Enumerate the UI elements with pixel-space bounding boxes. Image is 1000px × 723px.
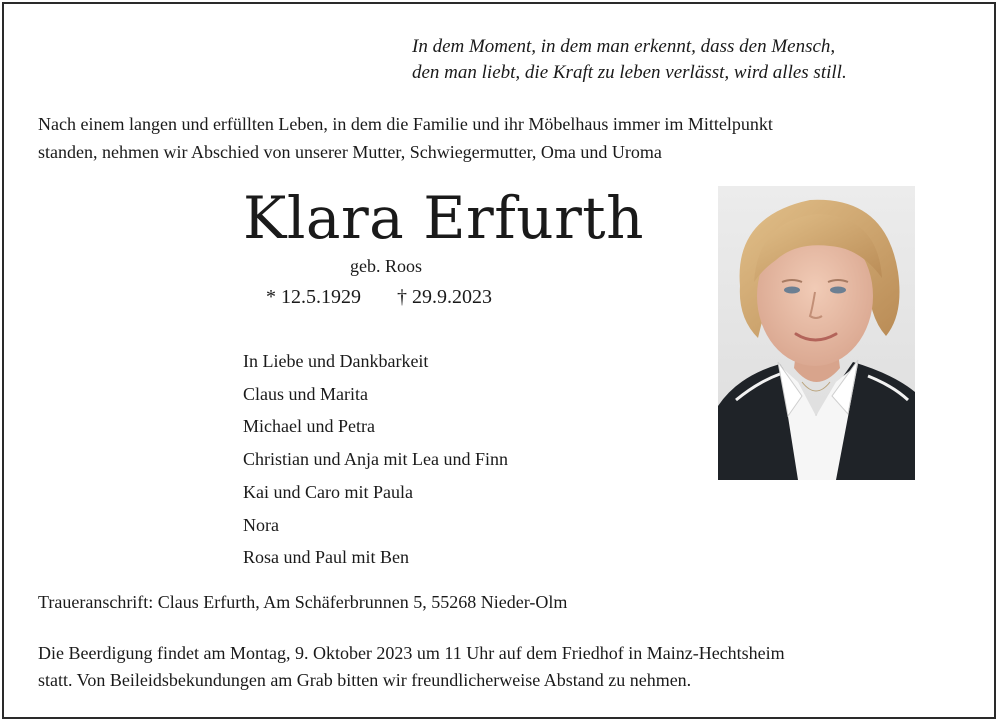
funeral-line-1: Die Beerdigung findet am Montag, 9. Oktober 2023 um 11 Uhr auf dem Friedhof in Mainz-Hechtsheim (38, 643, 785, 663)
death-date: † 29.9.2023 (397, 286, 492, 308)
portrait-photo (718, 186, 915, 480)
mourning-address: Traueranschrift: Claus Erfurth, Am Schäferbrunnen 5, 55268 Nieder-Olm (38, 592, 568, 612)
intro-line-1: Nach einem langen und erfüllten Leben, in dem die Familie und ihr Möbelhaus immer im Mittelpunkt (38, 114, 773, 134)
family-member: Kai und Caro mit Paula (243, 481, 413, 502)
funeral-info (38, 640, 978, 694)
family-member: Michael und Petra (243, 416, 375, 437)
intro-line-2: standen, nehmen wir Abschied von unserer Mutter, Schwiegermutter, Oma und Uroma (38, 142, 662, 162)
birth-name: geb. Roos (350, 256, 422, 276)
quote-line-2: den man liebt, die Kraft zu leben verlässt, wird alles still. (412, 62, 847, 83)
life-dates (266, 286, 492, 309)
family-list (243, 345, 508, 574)
birth-date: * 12.5.1929 (266, 286, 361, 308)
deceased-name: Klara Erfurth (243, 184, 644, 252)
family-member: Claus und Marita (243, 383, 368, 404)
family-member: Christian und Anja mit Lea und Finn (243, 449, 508, 470)
family-member: Nora (243, 514, 279, 535)
funeral-line-2: statt. Von Beileidsbekundungen am Grab bitten wir freundlicherweise Abstand zu nehmen. (38, 670, 692, 690)
quote (412, 34, 942, 86)
intro-text (38, 110, 968, 166)
quote-line-1: In dem Moment, in dem man erkennt, dass den Mensch, (412, 36, 836, 57)
portrait-illustration (718, 186, 915, 480)
family-intro: In Liebe und Dankbarkeit (243, 351, 429, 371)
family-member: Rosa und Paul mit Ben (243, 547, 409, 568)
